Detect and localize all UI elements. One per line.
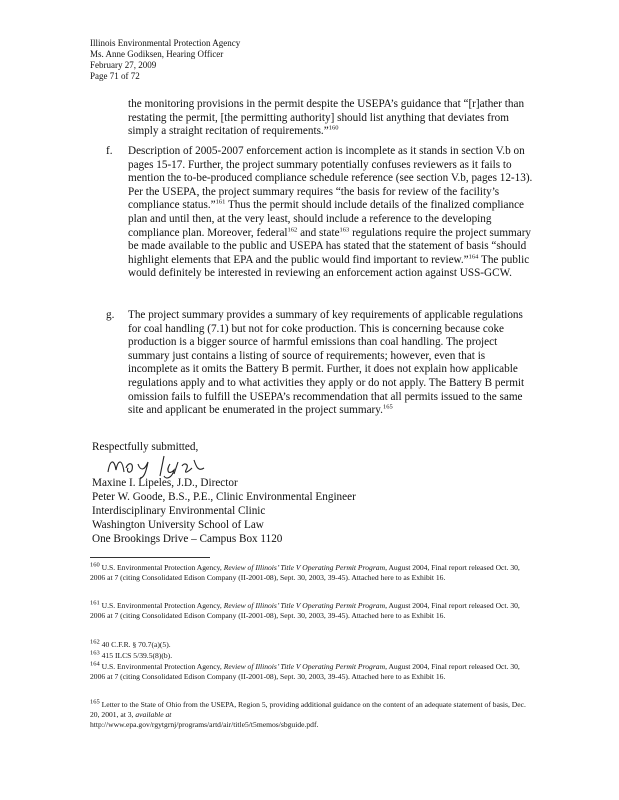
school-name: Washington University School of Law [92, 519, 264, 531]
footnote-text: 415 ILCS 5/39.5(8)(b). [99, 651, 173, 660]
item-f-text-part3: and state [297, 226, 340, 239]
footnote-text: , August 2004, Final report released Oct. 30, 2006 at 7 (citing Consolidated Edison Company (II-2001-08), Sept. 30, 2003, 39-45). Attached here to as Exhibit 16. [90, 563, 520, 582]
list-marker-f: f. [106, 145, 113, 157]
footnote-title: Review of Illinois’ Title V Operating Permit Program [223, 662, 386, 671]
footnote-number: 161 [90, 599, 100, 607]
footnote-165 [90, 700, 530, 730]
footnote-ref-162: 162 [287, 225, 298, 233]
header-page-number: Page 71 of 72 [90, 71, 140, 81]
header-agency: Illinois Environmental Protection Agency [90, 38, 241, 48]
continued-paragraph [128, 98, 536, 139]
clinic-name: Interdisciplinary Environmental Clinic [92, 505, 266, 517]
list-item-f-text [128, 145, 536, 281]
footnote-number: 165 [90, 698, 100, 706]
footnote-ref-164: 164 [468, 253, 479, 261]
footnote-ref-165: 165 [382, 403, 393, 411]
footnote-text: 40 C.F.R. § 70.7(a)(5). [99, 640, 171, 649]
item-f-text-part1: Description of 2005-2007 enforcement action is incomplete as it stands in section V.b on pages 15-17. Further, the project summary potentially confuses reviewers as it fails to mention the to-be-produced compliance schedule reference (see section V.b, pages 12-13). Per the USEPA, the project summary requires “the basis for review of the facility’s compliance status.” [128, 145, 533, 212]
header-date: February 27, 2009 [90, 60, 157, 70]
closing-line: Respectfully submitted, [92, 441, 199, 453]
list-marker-g: g. [106, 309, 115, 321]
footnote-163 [90, 651, 530, 661]
item-f-text-part2: Thus the permit should include details of the finalized compliance plan and until then, at the very least, should include a reference to the developing compliance plan. Moreover, federal [128, 199, 525, 239]
item-f-text-part5: The public would definitely be interested in reviewing an enforcement action against USS-GCW. [128, 253, 530, 280]
address-line: One Brookings Drive – Campus Box 1120 [92, 533, 283, 545]
footnote-text: U.S. Environmental Protection Agency, [99, 662, 224, 671]
footnote-162 [90, 640, 530, 650]
footnote-text: , August 2004, Final report released Oct. 30, 2006 at 7 (citing Consolidated Edison Company (II-2001-08), Sept. 30, 2003, 39-45). Attached here to as Exhibit 16. [90, 662, 520, 681]
footnote-text: U.S. Environmental Protection Agency, [99, 601, 224, 610]
continued-paragraph-text: the monitoring provisions in the permit despite the USEPA’s guidance that “[r]ather than restating the permit, [the permitting authority] should list anything that deviates from simply a straight recitation of requirements.” [128, 98, 525, 138]
signatory-goode: Peter W. Goode, B.S., P.E., Clinic Environmental Engineer [92, 491, 356, 503]
letter-header [90, 38, 240, 82]
item-f-text-part4: regulations require the project summary be made available to the public and USEPA has stated that the statement of basis “should highlight elements that EPA and the public would find important to review.” [128, 226, 532, 266]
footnote-text: Letter to the State of Ohio from the USEPA, Region 5, providing additional guidance on the content of an adequate statement of basis, Dec. 20, 2001, at 3, [90, 700, 526, 719]
footnote-number: 164 [90, 660, 100, 668]
item-g-text: The project summary provides a summary of key requirements of applicable regulations for coal handling (7.1) but not for coke production. This is concerning because coke production is a bigger source of harmful emissions than coal handling. The project summary just contains a listing of source of requirements; however, even that is incomplete as it omits the Battery B permit. Further, it does not explain how applicable regulations apply and to what activities they apply or do not apply. The Battery B permit omission fails to fulfill the USEPA’s recommendation that all permits issued to the same site and applicant be enumerated in the project summary. [128, 309, 525, 417]
footnote-ref-160: 160 [328, 124, 339, 132]
footnote-160 [90, 563, 530, 583]
footnote-url[interactable]: http://www.epa.gov/rgytgrnj/programs/artd/air/title5/t5memos/sbguide.pdf. [90, 720, 319, 729]
footnote-164 [90, 662, 530, 682]
footnote-title: Review of Illinois’ Title V Operating Permit Program [223, 563, 386, 572]
footnote-text: U.S. Environmental Protection Agency, [99, 563, 224, 572]
footnote-ref-161: 161 [215, 198, 226, 206]
footnote-number: 163 [90, 649, 100, 657]
footnote-number: 160 [90, 561, 100, 569]
footnote-161 [90, 601, 530, 621]
footnote-ref-163: 163 [339, 225, 350, 233]
footnote-divider [90, 557, 210, 558]
list-item-g-text [128, 309, 536, 418]
footnote-number: 162 [90, 638, 100, 646]
footnote-text: , August 2004, Final report released Oct. 30, 2006 at 7 (citing Consolidated Edison Company (II-2001-08), Sept. 30, 2003, 39-45). Attached here to as Exhibit 16. [90, 601, 520, 620]
footnote-available-at: available at [135, 710, 172, 719]
footnote-title: Review of Illinois’ Title V Operating Permit Program [223, 601, 386, 610]
signatory-lipeles: Maxine I. Lipeles, J.D., Director [92, 477, 238, 489]
header-recipient: Ms. Anne Godiksen, Hearing Officer [90, 49, 224, 59]
